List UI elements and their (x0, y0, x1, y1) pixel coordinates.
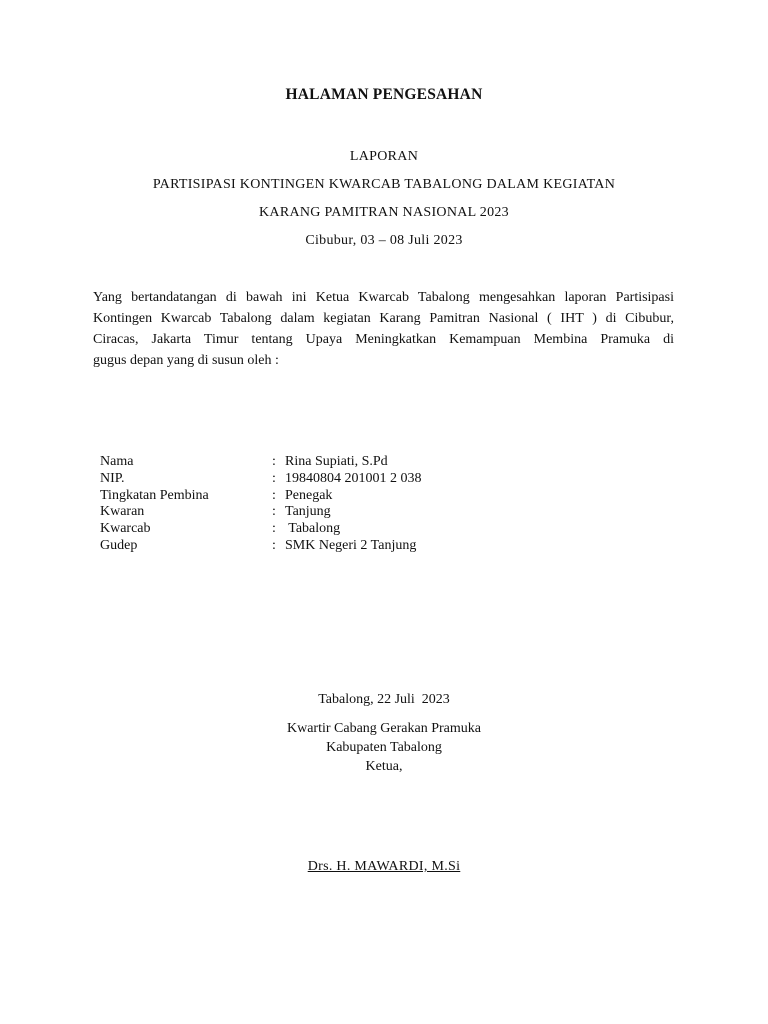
info-row (100, 538, 422, 555)
report-title-line1: PARTISIPASI KONTINGEN KWARCAB TABALONG DALAM KEGIATAN (152, 177, 616, 192)
info-row (100, 471, 422, 488)
info-label: Gudep (100, 537, 138, 553)
info-separator: : (272, 470, 276, 486)
info-label: Tingkatan Pembina (100, 487, 209, 503)
paragraph-line: gugus depan yang di susun oleh : (93, 353, 279, 368)
info-label: Nama (100, 454, 134, 469)
paragraph-line: Yang bertandatangan di bawah ini Ketua Kwarcab Tabalong mengesahkan laporan Partisipasi (93, 290, 674, 305)
report-title-line2: KARANG PAMITRAN NASIONAL 2023 (259, 205, 509, 220)
info-separator: : (272, 454, 276, 469)
info-value: Rina Supiati, S.Pd (285, 454, 388, 469)
info-row (100, 488, 422, 505)
info-label: Kwaran (100, 504, 145, 520)
signature-org-line1: Kwartir Cabang Gerakan Pramuka (287, 721, 481, 736)
info-separator: : (272, 537, 276, 553)
approval-paragraph (93, 287, 674, 371)
info-separator: : (272, 521, 276, 537)
info-value: 19840804 201001 2 038 (285, 470, 422, 486)
signature-role: Ketua, (365, 759, 403, 774)
info-value: SMK Negeri 2 Tanjung (285, 537, 417, 553)
page-title: HALAMAN PENGESAHAN (285, 86, 483, 103)
info-label: Kwarcab (100, 521, 151, 537)
info-separator: : (272, 504, 276, 520)
author-info-table (100, 454, 422, 555)
info-separator: : (272, 487, 276, 503)
info-row (100, 521, 422, 538)
info-value: Tabalong (285, 521, 341, 537)
info-row (100, 454, 422, 471)
paragraph-line: Kontingen Kwarcab Tabalong dalam kegiatan Karang Pamitran Nasional ( IHT ) di Cibubur, (93, 311, 674, 326)
report-place-date: Cibubur, 03 – 08 Juli 2023 (305, 233, 463, 248)
info-value: Penegak (285, 487, 333, 503)
signer-name: Drs. H. MAWARDI, M.Si (307, 859, 461, 874)
info-label: NIP. (100, 470, 125, 486)
info-value: Tanjung (285, 504, 331, 520)
info-row (100, 504, 422, 521)
signature-date: Tabalong, 22 Juli 2023 (318, 692, 450, 707)
report-label: LAPORAN (349, 149, 419, 164)
signature-org-line2: Kabupaten Tabalong (326, 740, 442, 755)
paragraph-line: Ciracas, Jakarta Timur tentang Upaya Meningkatkan Kemampuan Membina Pramuka di (93, 332, 674, 347)
signer-block (0, 859, 768, 875)
